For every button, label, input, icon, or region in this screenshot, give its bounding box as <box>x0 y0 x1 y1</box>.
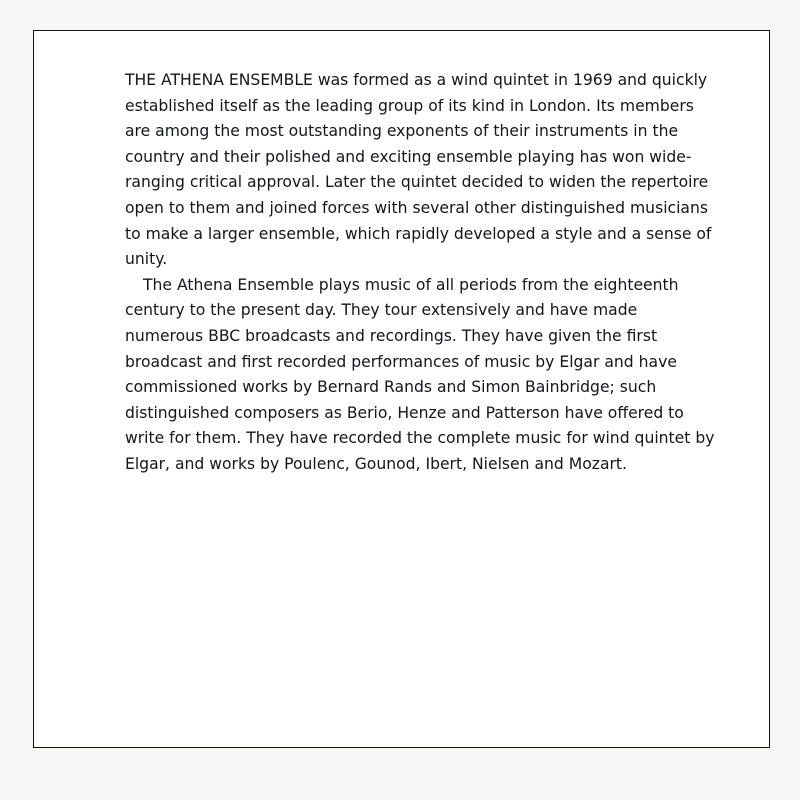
paragraph-ensemble-history: THE ATHENA ENSEMBLE was formed as a wind quintet in 1969 and quickly established itself as the leading group of its kind in London. Its members are among the most outstanding exponents of their instruments in the country and their polished and exciting ensemble playing has won wide-ranging critical approval. Later the quintet decided to widen the repertoire open to them and joined forces with several other distinguished musicians to make a larger ensemble, which rapidly developed a style and a sense of unity. <box>125 71 712 269</box>
scan-margin-bottom <box>0 748 800 800</box>
scan-margin-top <box>0 0 800 30</box>
scan-margin-right <box>770 0 800 800</box>
paragraph-repertoire-and-recordings: The Athena Ensemble plays music of all periods from the eighteenth century to the present day. They tour extensively and have made numerous BBC broadcasts and recordings. They have given the first broadcast and first recorded performances of music by Elgar and have commissioned works by Bernard Rands and Simon Bainbridge; such distinguished composers as Berio, Henze and Patterson have offered to write for them. They have recorded the complete music for wind quintet by Elgar, and works by Poulenc, Gounod, Ibert, Nielsen and Mozart. <box>125 275 715 473</box>
scan-margin-left <box>0 0 33 800</box>
liner-notes-text <box>125 68 715 478</box>
